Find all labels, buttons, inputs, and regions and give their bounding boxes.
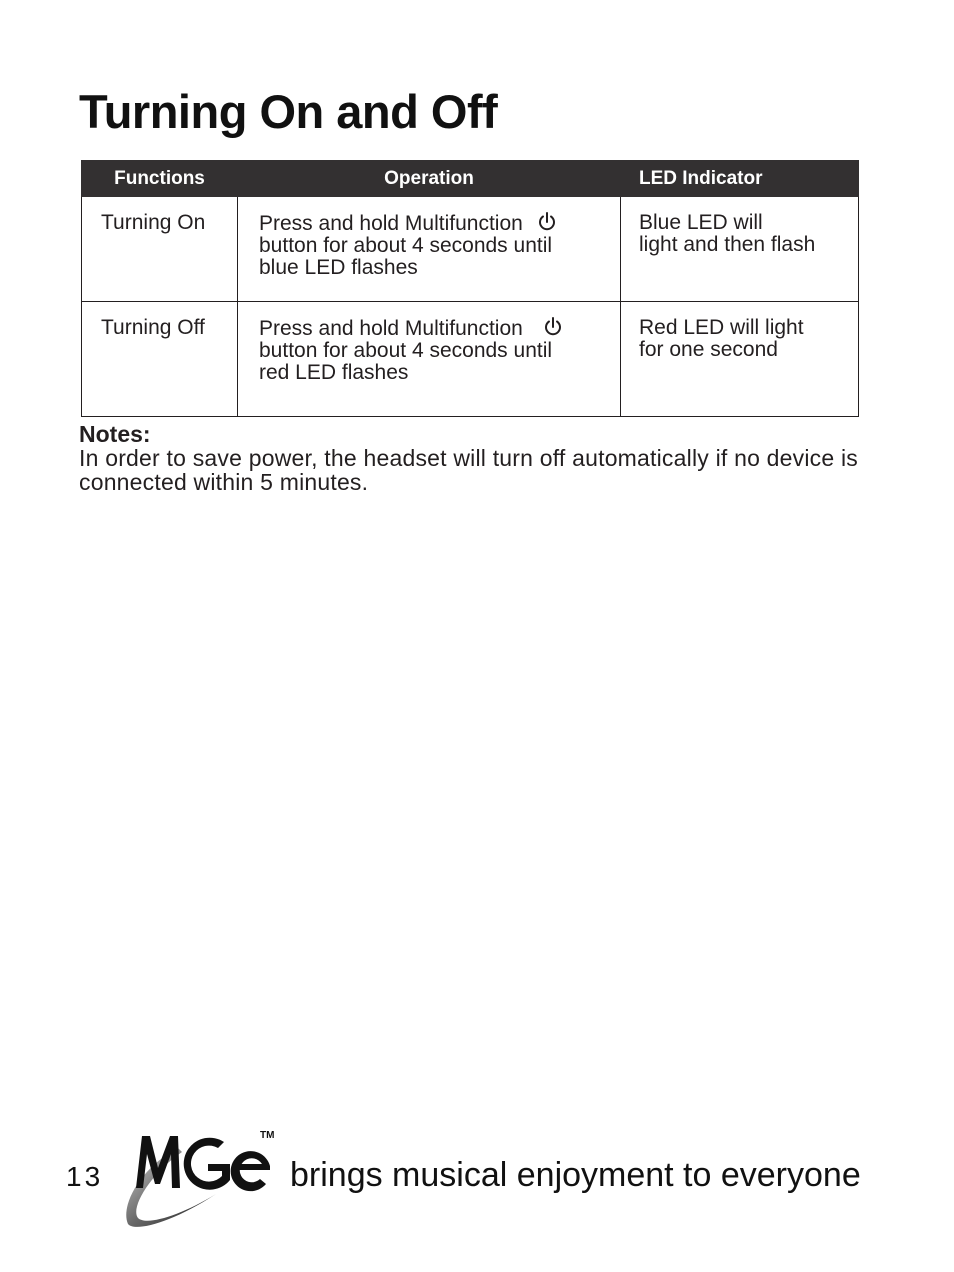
page-number: 13 xyxy=(66,1161,104,1192)
operation-text: Press and hold Multifunction xyxy=(259,212,523,235)
operation-line: button for about 4 seconds until xyxy=(259,339,553,362)
table-row xyxy=(82,197,859,302)
table-header-row xyxy=(82,161,859,197)
trademark-mark: TM xyxy=(260,1130,275,1141)
notes-heading: Notes: xyxy=(79,421,151,447)
notes-section xyxy=(79,422,858,494)
operation-line xyxy=(259,317,620,340)
led-line: for one second xyxy=(639,338,778,361)
tagline: brings musical enjoyment to everyone xyxy=(290,1156,861,1194)
led-line: Red LED will light xyxy=(639,316,804,339)
table-row xyxy=(82,302,859,417)
page-title: Turning On and Off xyxy=(79,85,498,138)
operation-cell xyxy=(238,302,621,417)
operation-line: button for about 4 seconds until xyxy=(259,234,553,257)
header-led-indicator: LED Indicator xyxy=(621,161,859,197)
notes-text: In order to save power, the headset will turn off automatically if no device is connected within 5 minutes. xyxy=(79,445,858,495)
power-icon xyxy=(537,212,557,232)
operation-cell xyxy=(238,197,621,302)
led-line: Blue LED will xyxy=(639,211,763,234)
header-functions: Functions xyxy=(82,161,238,197)
functions-table xyxy=(81,160,859,417)
function-cell: Turning On xyxy=(82,197,238,302)
led-cell xyxy=(621,302,859,417)
led-line: light and then flash xyxy=(639,233,816,256)
led-cell xyxy=(621,197,859,302)
function-cell: Turning Off xyxy=(82,302,238,417)
operation-text: Press and hold Multifunction xyxy=(259,317,523,340)
operation-line: blue LED flashes xyxy=(259,256,418,279)
power-icon xyxy=(543,317,563,337)
header-operation: Operation xyxy=(238,161,621,197)
mge-logo xyxy=(120,1128,280,1230)
operation-line xyxy=(259,212,620,235)
operation-line: red LED flashes xyxy=(259,361,409,384)
